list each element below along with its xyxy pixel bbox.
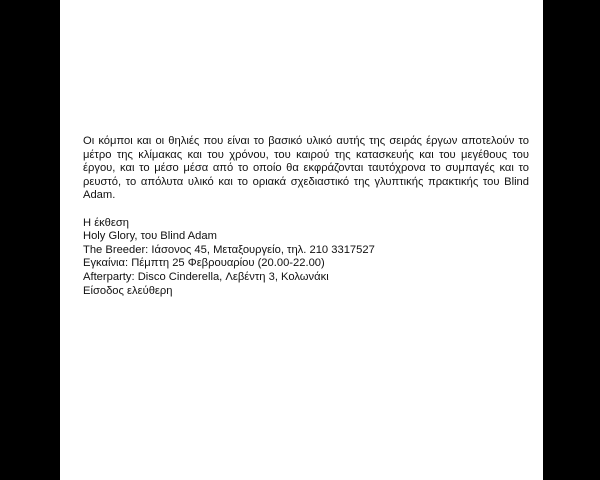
exhibition-afterparty: Afterparty: Disco Cinderella, Λεβέντη 3, Κολωνάκι [83,270,329,283]
exhibition-entry: Είσοδος ελεύθερη [83,284,173,297]
document-page [60,0,543,480]
exhibition-venue: The Breeder: Ιάσονος 45, Μεταξουργείο, τηλ. 210 3317527 [83,243,375,256]
exhibition-opening: Εγκαίνια: Πέμπτη 25 Φεβρουαρίου (20.00-22.00) [83,257,325,270]
article-content [83,135,529,298]
exhibition-title: Holy Glory, του Blind Adam [83,230,217,243]
exhibition-details [83,217,529,299]
body-paragraph: Οι κόμποι και οι θηλιές που είναι το βασικό υλικό αυτής της σειράς έργων αποτελούν το μέτρο της κλίμακας και του χρόνου, του καιρού της κατασκευής και του μεγέθους του έργου, και το μέσο μέσα από το οποίο θα εκφράζονται ταυτόχρονα το συμπαγές και το ρευστό, το απόλυτα υλικό και το οριακά σχεδιαστικό της γλυπτικής πρακτικής του Blind Adam. [83,135,529,202]
exhibition-heading: Η έκθεση [83,216,129,229]
